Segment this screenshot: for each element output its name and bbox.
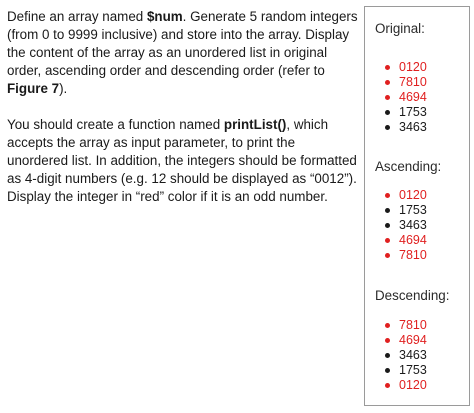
- bullet-icon: [385, 323, 390, 328]
- number-value: 1753: [399, 363, 427, 377]
- list-item: [365, 203, 427, 218]
- text-run: Define an array named: [7, 9, 147, 24]
- list-item: [365, 60, 427, 75]
- list-item: [365, 188, 427, 203]
- text-run: ).: [59, 81, 68, 96]
- list-item: [365, 348, 427, 363]
- descending-heading: Descending:: [375, 288, 450, 303]
- original-list: [365, 60, 427, 135]
- bullet-icon: [385, 368, 390, 373]
- number-value: 0120: [399, 60, 427, 74]
- list-item: [365, 90, 427, 105]
- number-value: 7810: [399, 248, 427, 262]
- number-value: 1753: [399, 105, 427, 119]
- bullet-icon: [385, 338, 390, 343]
- list-item: [365, 248, 427, 263]
- number-value: 4694: [399, 90, 427, 104]
- number-value: 0120: [399, 378, 427, 392]
- list-item: [365, 333, 427, 348]
- number-value: 0120: [399, 188, 427, 202]
- question-paragraph-1: [7, 8, 359, 98]
- bullet-icon: [385, 353, 390, 358]
- list-item: [365, 378, 427, 393]
- list-item: [365, 75, 427, 90]
- bullet-icon: [385, 65, 390, 70]
- question-paragraph-2: [7, 116, 359, 206]
- number-value: 4694: [399, 333, 427, 347]
- number-value: 3463: [399, 120, 427, 134]
- bullet-icon: [385, 208, 390, 213]
- bullet-icon: [385, 223, 390, 228]
- descending-list: [365, 318, 427, 393]
- number-value: 3463: [399, 218, 427, 232]
- question-text: [7, 8, 359, 206]
- bold-term: Figure 7: [7, 81, 60, 96]
- bullet-icon: [385, 110, 390, 115]
- text-run: . Generate 5 random integers (from 0 to 9999 inclusive) and store into the array. Display the content of the array as an unordered list in original order, ascending order and descending order (refer to: [7, 9, 358, 78]
- ascending-list: [365, 188, 427, 263]
- bullet-icon: [385, 193, 390, 198]
- bullet-icon: [385, 238, 390, 243]
- number-value: 7810: [399, 75, 427, 89]
- bullet-icon: [385, 125, 390, 130]
- list-item: [365, 318, 427, 333]
- list-item: [365, 363, 427, 378]
- bullet-icon: [385, 95, 390, 100]
- list-item: [365, 233, 427, 248]
- number-value: 1753: [399, 203, 427, 217]
- bullet-icon: [385, 80, 390, 85]
- number-value: 3463: [399, 348, 427, 362]
- number-value: 7810: [399, 318, 427, 332]
- list-item: [365, 120, 427, 135]
- list-item: [365, 218, 427, 233]
- list-item: [365, 105, 427, 120]
- ascending-heading: Ascending:: [375, 159, 442, 174]
- text-run: You should create a function named: [7, 117, 224, 132]
- bullet-icon: [385, 253, 390, 258]
- bullet-icon: [385, 383, 390, 388]
- original-heading: Original:: [375, 21, 425, 36]
- text-run: , which accepts the array as input parameter, to print the unordered list. In addition, the integers should be formatted as 4-digit numbers (e.g. 12 should be displayed as “0012”). Display the integer in “red” color if it is an odd number.: [7, 117, 357, 204]
- bold-term: $num: [146, 9, 183, 24]
- number-value: 4694: [399, 233, 427, 247]
- bold-term: printList(): [223, 117, 287, 132]
- figure-7-output: [364, 6, 470, 406]
